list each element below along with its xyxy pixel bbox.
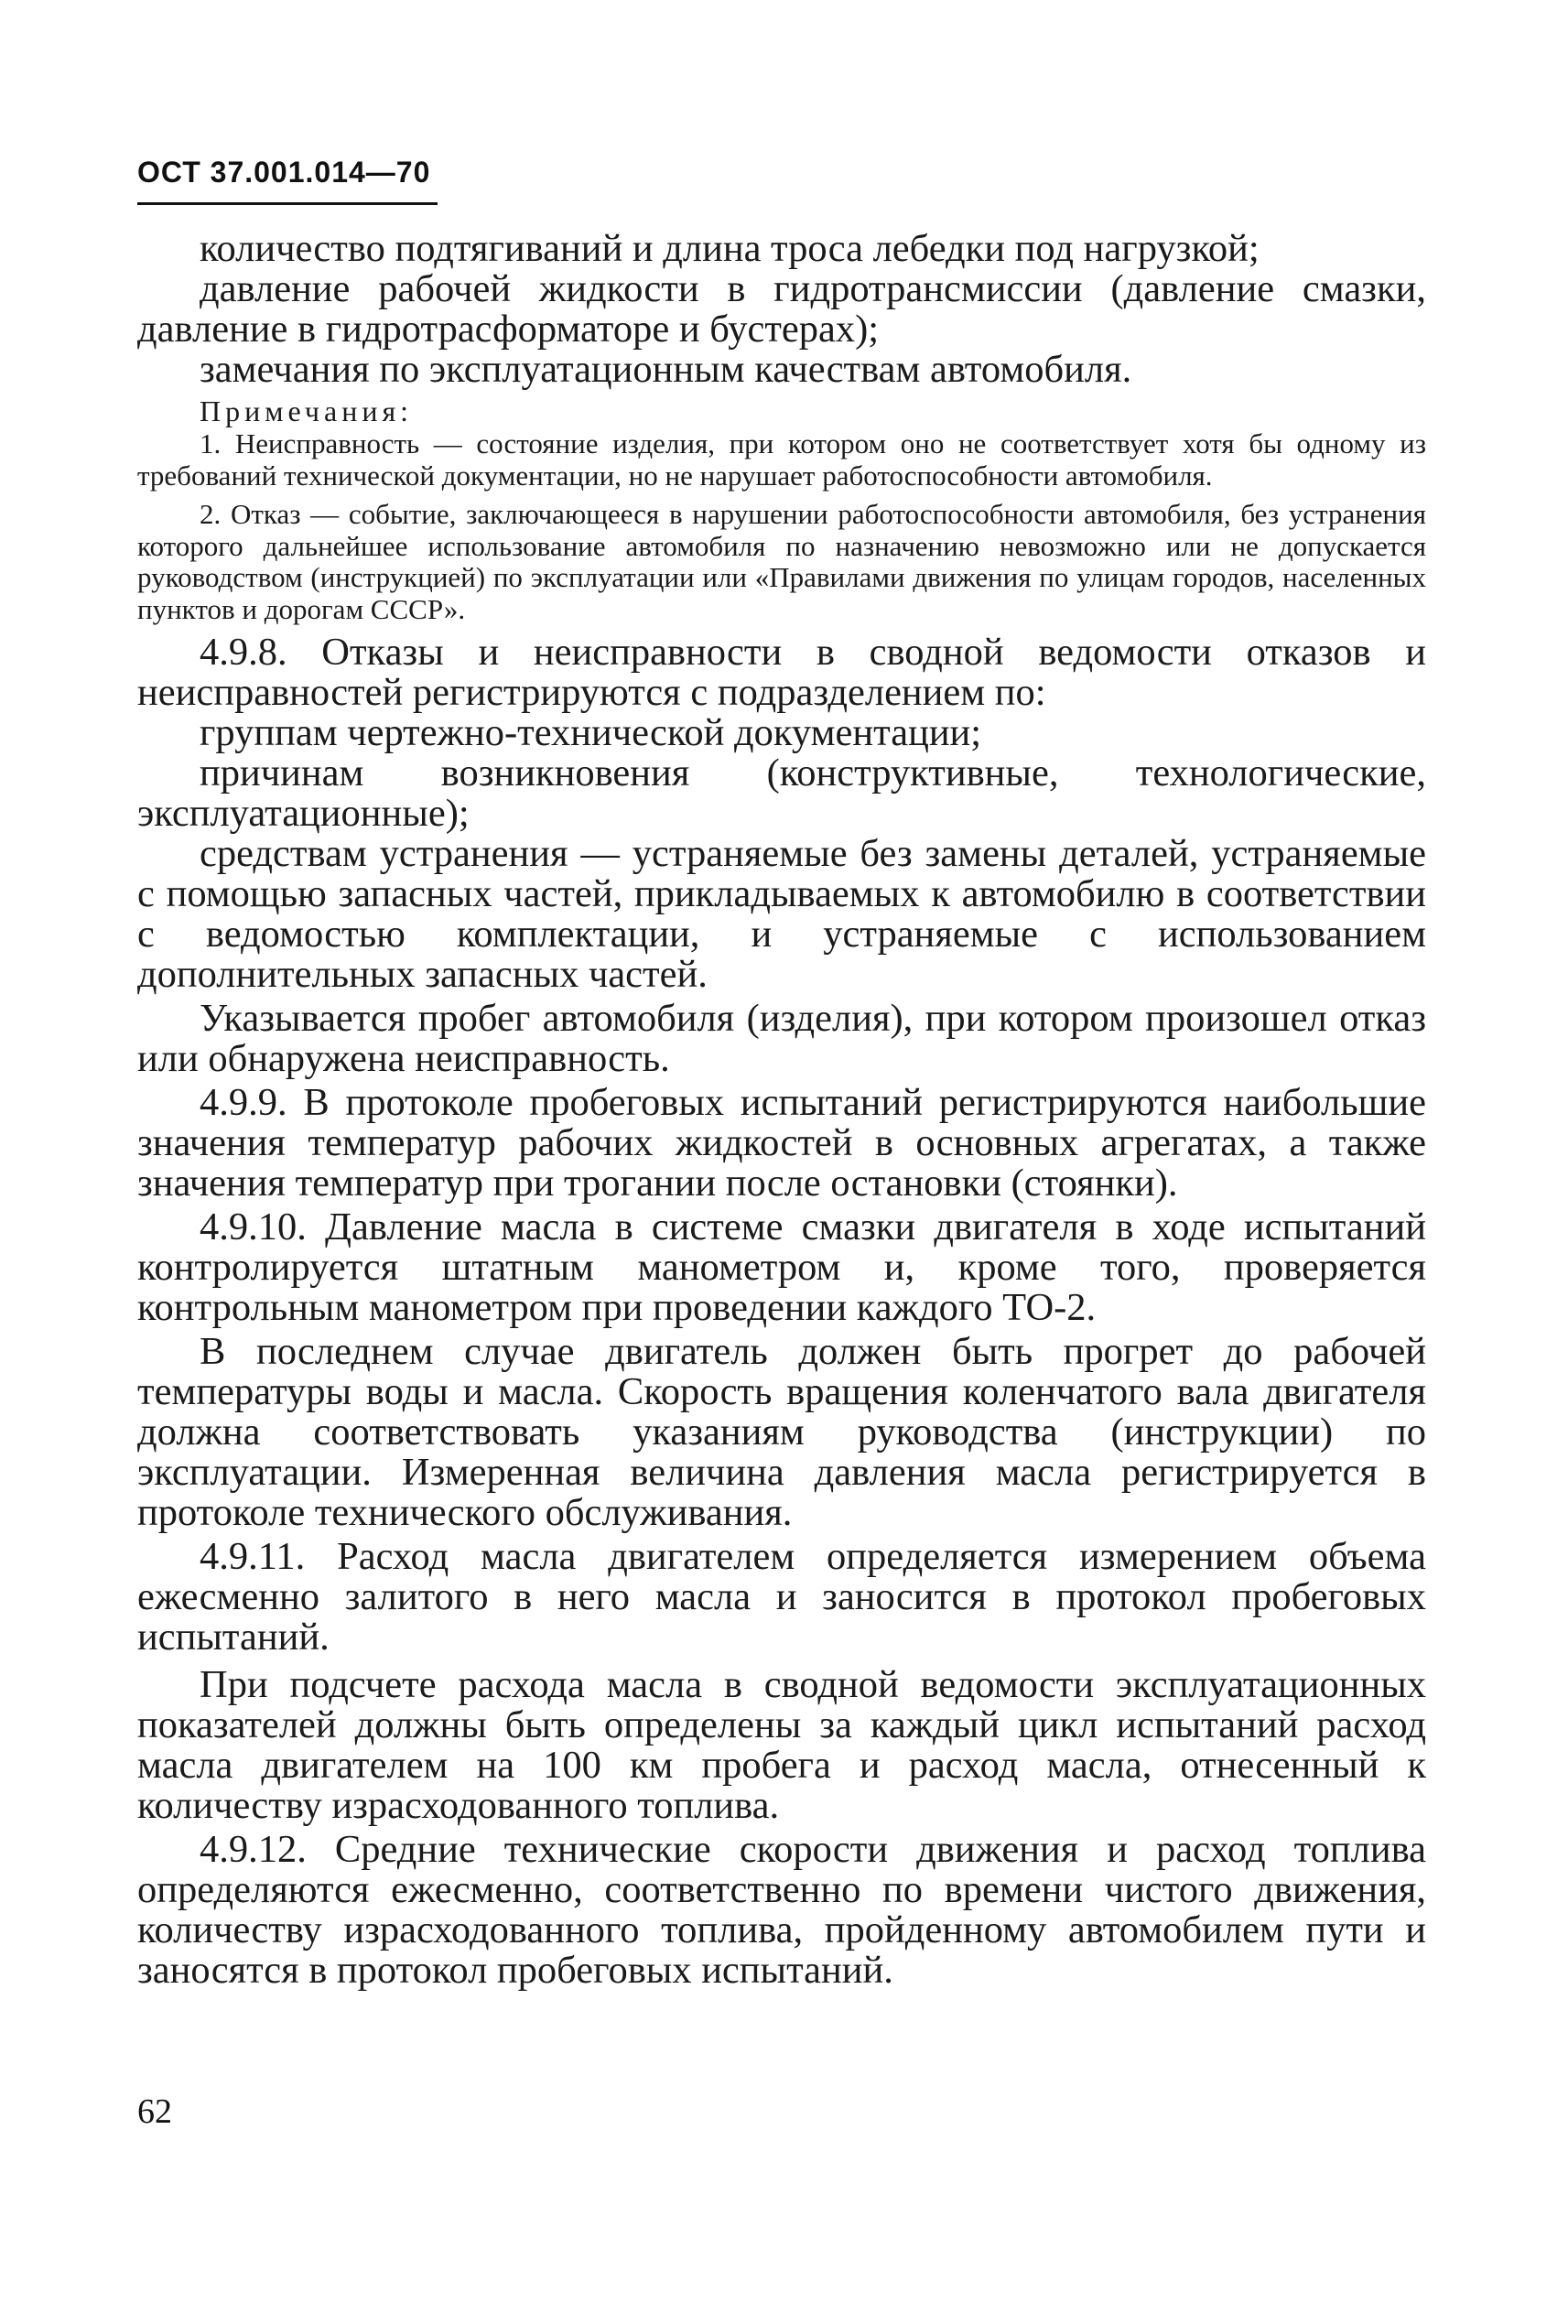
paragraph-4-9-9: 4.9.9. В протоколе пробеговых испытаний регистрируются наибольшие значения температур рабочих жидкостей в основных агрегатах, а также значения температур при трогании после остановки (стоянки).: [137, 1081, 1426, 1205]
list-item-hydraulic-pressure: давление рабочей жидкости в гидротрансмиссии (давление смазки, давление в гидротрасформаторе и бустерах);: [137, 267, 1426, 351]
document-code-header: ОСТ 37.001.014—70: [137, 156, 431, 189]
paragraph-4-9-12: 4.9.12. Средние технические скорости движения и расход топлива определяются ежесменно, соответственно по времени чистого движения, количеству израсходованного топлива, пройденному автомобилем пути и заносятся в протокол пробеговых испытаний.: [137, 1828, 1426, 1992]
paragraph-oil-consumption: При подсчете расхода масла в сводной ведомости эксплуатационных показателей должны быть определены за каждый цикл испытаний расход масла двигателем на 100 км пробега и расход масла, отнесенный к количеству израсходованного топлива.: [137, 1663, 1426, 1827]
list-item-remarks: замечания по эксплуатационным качествам автомобиля.: [200, 348, 1132, 391]
page-number: 62: [137, 2092, 172, 2131]
list-item-winch: количество подтягиваний и длина троса лебедки под нагрузкой;: [200, 227, 1260, 270]
note-malfunction: 1. Неисправность — состояние изделия, при котором оно не соответствует хотя бы одному из требований технической документации, но не нарушает работоспособности автомобиля.: [137, 427, 1426, 492]
page-body: [137, 229, 1426, 1991]
list-item-causes: причинам возникновения (конструктивные, технологические, эксплуатационные);: [137, 751, 1426, 835]
paragraph-oil-pressure: В последнем случае двигатель должен быть прогрет до рабочей температуры воды и масла. Скорость вращения коленчатого вала двигателя должна соответствовать указаниям руководства (инструкции) по эксплуатации. Измеренная величина давления масла регистрируется в протоколе технического обслуживания.: [137, 1330, 1426, 1534]
note-failure: 2. Отказ — событие, заключающееся в нарушении работоспособности автомобиля, без устранения которого дальнейшее использование автомобиля по назначению невозможно или не допускается руководством (инструкцией) по эксплуатации или «Правилами движения по улицам городов, населенных пунктов и дорогам СССР».: [137, 498, 1426, 625]
paragraph-4-9-10: 4.9.10. Давление масла в системе смазки двигателя в ходе испытаний контролируется штатным манометром и, кроме того, проверяется контрольным манометром при проведении каждого ТО-2.: [137, 1205, 1426, 1329]
notes-heading: Примечания:: [200, 395, 414, 427]
paragraph-4-9-11: 4.9.11. Расход масла двигателем определяется измерением объема ежесменно залитого в него масла и заносится в протокол пробеговых испытаний.: [137, 1535, 1426, 1659]
list-item-groups: группам чертежно-технической документации;: [200, 711, 982, 754]
paragraph-4-9-8: 4.9.8. Отказы и неисправности в сводной ведомости отказов и неисправностей регистрируются с подразделением по:: [137, 631, 1426, 714]
header-underline: [137, 202, 438, 205]
list-item-remedies: средствам устранения — устраняемые без замены деталей, устраняемые с помощью запасных частей, прикладываемых к автомобилю в соответствии с ведомостью комплектации, и устраняемые с использованием дополнительных запасных частей.: [137, 832, 1426, 996]
paragraph-mileage: Указывается пробег автомобиля (изделия), при котором произошел отказ или обнаружена неисправность.: [137, 997, 1426, 1080]
